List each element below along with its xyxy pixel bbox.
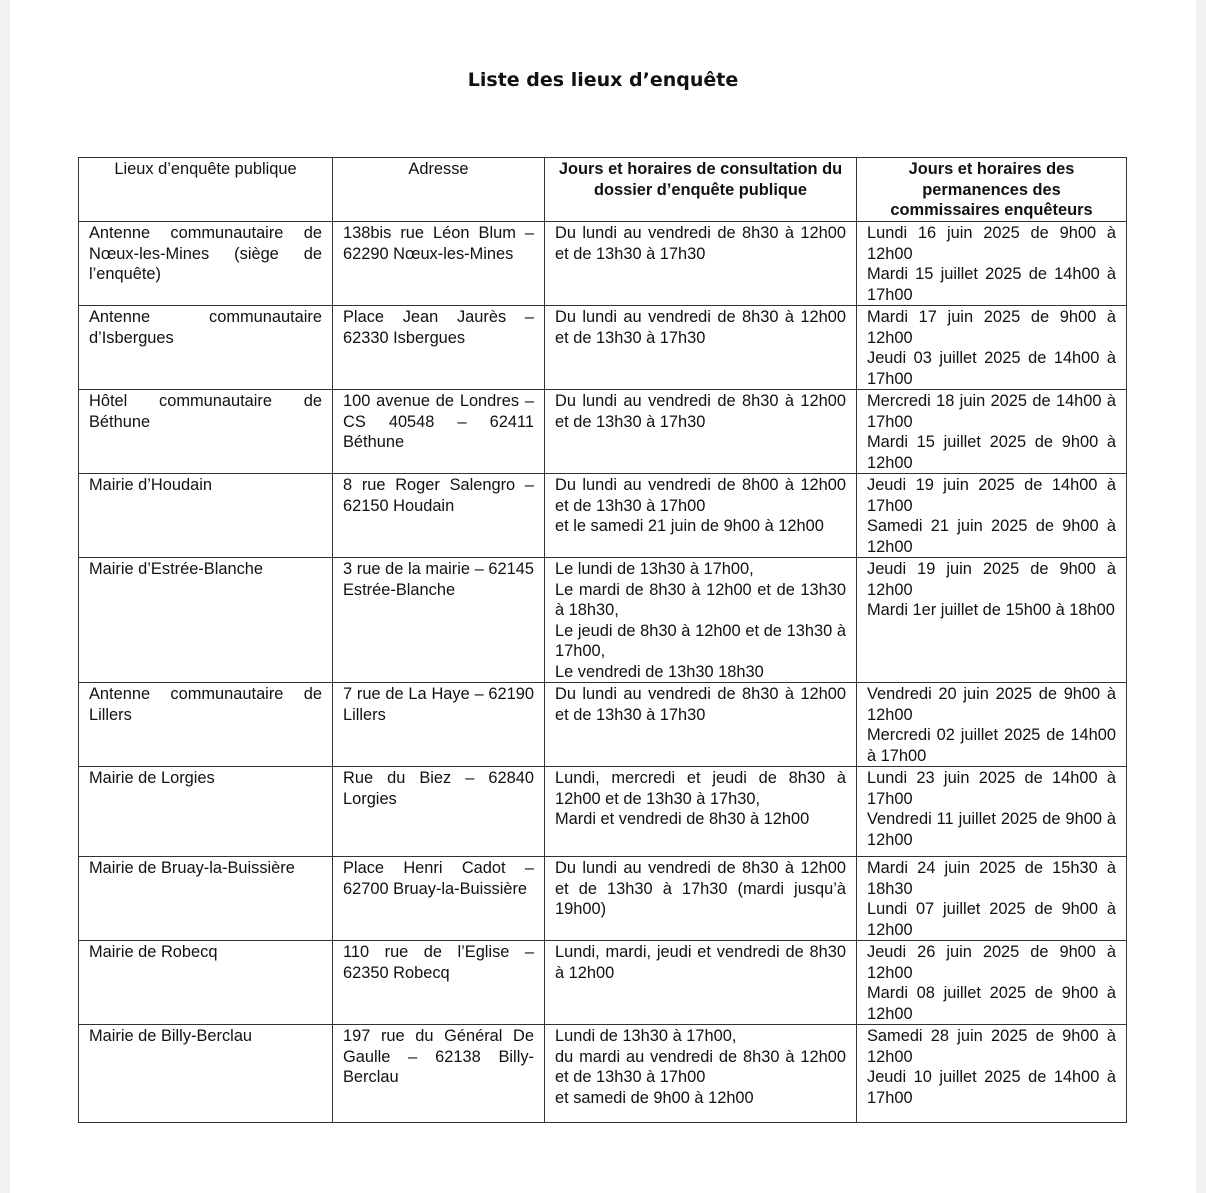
cell-adresse: 8 rue Roger Salengro – 62150 Houdain — [333, 474, 545, 558]
cell-adresse: 7 rue de La Haye – 62190 Lillers — [333, 683, 545, 767]
permanence-line: Vendredi 11 juillet 2025 de 9h00 à 12h00 — [867, 810, 1116, 849]
cell-consultation — [545, 306, 857, 390]
cell-lieu: Antenne communautaire d’Isbergues — [79, 306, 333, 390]
cell-adresse: 3 rue de la mairie – 62145 Estrée-Blanche — [333, 558, 545, 683]
consultation-line: Le lundi de 13h30 à 17h00, — [555, 560, 754, 578]
permanence-line: Jeudi 03 juillet 2025 de 14h00 à 17h00 — [867, 349, 1116, 388]
cell-adresse: 110 rue de l’Eglise – 62350 Robecq — [333, 941, 545, 1025]
cell-permanences — [857, 558, 1127, 683]
consultation-line: Lundi, mercredi et jeudi de 8h30 à 12h00 et de 13h30 à 17h30, — [555, 769, 846, 808]
cell-consultation — [545, 222, 857, 306]
cell-lieu: Mairie de Billy-Berclau — [79, 1025, 333, 1123]
cell-adresse: Place Jean Jaurès – 62330 Isbergues — [333, 306, 545, 390]
table-header-row — [79, 158, 1127, 222]
header-lieux: Lieux d’enquête publique — [79, 158, 333, 222]
consultation-line: Le mardi de 8h30 à 12h00 et de 13h30 à 18h30, — [555, 580, 846, 619]
permanence-line: Lundi 23 juin 2025 de 14h00 à 17h00 — [867, 769, 1116, 808]
consultation-line: Mardi et vendredi de 8h30 à 12h00 — [555, 810, 810, 828]
cell-lieu: Hôtel communautaire de Béthune — [79, 390, 333, 474]
permanence-line: Mardi 15 juillet 2025 de 14h00 à 17h00 — [867, 265, 1116, 304]
consultation-line: Lundi de 13h30 à 17h00, — [555, 1027, 737, 1045]
cell-consultation — [545, 767, 857, 857]
permanence-line: Samedi 28 juin 2025 de 9h00 à 12h00 — [867, 1027, 1116, 1066]
permanence-line: Samedi 21 juin 2025 de 9h00 à 12h00 — [867, 517, 1116, 556]
consultation-line: Du lundi au vendredi de 8h30 à 12h00 et de 13h30 à 17h30 — [555, 308, 846, 347]
cell-lieu: Mairie d’Estrée-Blanche — [79, 558, 333, 683]
cell-permanences — [857, 474, 1127, 558]
header-adresse: Adresse — [333, 158, 545, 222]
cell-permanences — [857, 683, 1127, 767]
consultation-line: Du lundi au vendredi de 8h30 à 12h00 et de 13h30 à 17h30 (mardi jusqu’à 19h00) — [555, 859, 846, 918]
permanence-line: Jeudi 19 juin 2025 de 14h00 à 17h00 — [867, 476, 1116, 515]
consultation-line: et le samedi 21 juin de 9h00 à 12h00 — [555, 517, 824, 535]
table-row — [79, 474, 1127, 558]
header-permanences: Jours et horaires des permanences des commissaires enquêteurs — [857, 158, 1127, 222]
cell-consultation — [545, 558, 857, 683]
document-page — [10, 0, 1196, 1193]
cell-lieu: Antenne communautaire de Lillers — [79, 683, 333, 767]
cell-adresse: 100 avenue de Londres – CS 40548 – 62411 Béthune — [333, 390, 545, 474]
cell-permanences — [857, 857, 1127, 941]
permanence-line: Lundi 07 juillet 2025 de 9h00 à 12h00 — [867, 900, 1116, 939]
cell-lieu: Antenne communautaire de Nœux-les-Mines (siège de l’enquête) — [79, 222, 333, 306]
cell-adresse: Place Henri Cadot – 62700 Bruay-la-Buissière — [333, 857, 545, 941]
page-title: Liste des lieux d’enquête — [467, 69, 739, 91]
consultation-line: du mardi au vendredi de 8h30 à 12h00 et de 13h30 à 17h00 — [555, 1047, 846, 1086]
permanence-line: Mercredi 02 juillet 2025 de 14h00 à 17h00 — [867, 726, 1116, 765]
table-row — [79, 1025, 1127, 1123]
cell-consultation — [545, 683, 857, 767]
consultation-line: Du lundi au vendredi de 8h30 à 12h00 et de 13h30 à 17h30 — [555, 224, 846, 263]
cell-lieu: Mairie de Lorgies — [79, 767, 333, 857]
table-row — [79, 767, 1127, 857]
permanence-line: Jeudi 26 juin 2025 de 9h00 à 12h00 — [867, 943, 1116, 982]
consultation-line: Le vendredi de 13h30 18h30 — [555, 662, 764, 681]
cell-adresse: Rue du Biez – 62840 Lorgies — [333, 767, 545, 857]
enquete-locations-table — [78, 157, 1127, 1123]
cell-permanences — [857, 222, 1127, 306]
permanence-line: Mardi 15 juillet 2025 de 9h00 à 12h00 — [867, 433, 1116, 472]
permanence-line: Lundi 16 juin 2025 de 9h00 à 12h00 — [867, 224, 1116, 263]
cell-permanences — [857, 941, 1127, 1025]
table-row — [79, 306, 1127, 390]
cell-consultation — [545, 390, 857, 474]
consultation-line: Du lundi au vendredi de 8h00 à 12h00 et de 13h30 à 17h00 — [555, 476, 846, 515]
table-row — [79, 558, 1127, 683]
cell-consultation — [545, 1025, 857, 1123]
table-row — [79, 941, 1127, 1025]
consultation-line: Lundi, mardi, jeudi et vendredi de 8h30 à 12h00 — [555, 943, 846, 982]
consultation-line: Le jeudi de 8h30 à 12h00 et de 13h30 à 17h00, — [555, 621, 846, 660]
cell-adresse: 138bis rue Léon Blum – 62290 Nœux-les-Mines — [333, 222, 545, 306]
cell-lieu: Mairie d’Houdain — [79, 474, 333, 558]
consultation-line: Du lundi au vendredi de 8h30 à 12h00 et de 13h30 à 17h30 — [555, 685, 846, 724]
permanence-line: Jeudi 19 juin 2025 de 9h00 à 12h00 — [867, 560, 1116, 599]
table-row — [79, 857, 1127, 941]
table-row — [79, 222, 1127, 306]
permanence-line: Mardi 24 juin 2025 de 15h30 à 18h30 — [867, 859, 1116, 898]
header-consultation: Jours et horaires de consultation du dossier d’enquête publique — [545, 158, 857, 222]
cell-permanences — [857, 1025, 1127, 1123]
cell-consultation — [545, 941, 857, 1025]
cell-lieu: Mairie de Bruay-la-Buissière — [79, 857, 333, 941]
cell-consultation — [545, 474, 857, 558]
table-row — [79, 683, 1127, 767]
permanence-line: Mardi 1er juillet de 15h00 à 18h00 — [867, 601, 1115, 619]
cell-permanences — [857, 306, 1127, 390]
permanence-line: Mardi 17 juin 2025 de 9h00 à 12h00 — [867, 308, 1116, 347]
cell-consultation — [545, 857, 857, 941]
consultation-line: et samedi de 9h00 à 12h00 — [555, 1088, 754, 1107]
cell-permanences — [857, 767, 1127, 857]
permanence-line: Mercredi 18 juin 2025 de 14h00 à 17h00 — [867, 392, 1116, 431]
table-row — [79, 390, 1127, 474]
cell-adresse: 197 rue du Général De Gaulle – 62138 Billy-Berclau — [333, 1025, 545, 1123]
consultation-line: Du lundi au vendredi de 8h30 à 12h00 et de 13h30 à 17h30 — [555, 392, 846, 431]
cell-permanences — [857, 390, 1127, 474]
permanence-line: Mardi 08 juillet 2025 de 9h00 à 12h00 — [867, 984, 1116, 1023]
cell-lieu: Mairie de Robecq — [79, 941, 333, 1025]
permanence-line: Vendredi 20 juin 2025 de 9h00 à 12h00 — [867, 685, 1116, 724]
permanence-line: Jeudi 10 juillet 2025 de 14h00 à 17h00 — [867, 1068, 1116, 1107]
